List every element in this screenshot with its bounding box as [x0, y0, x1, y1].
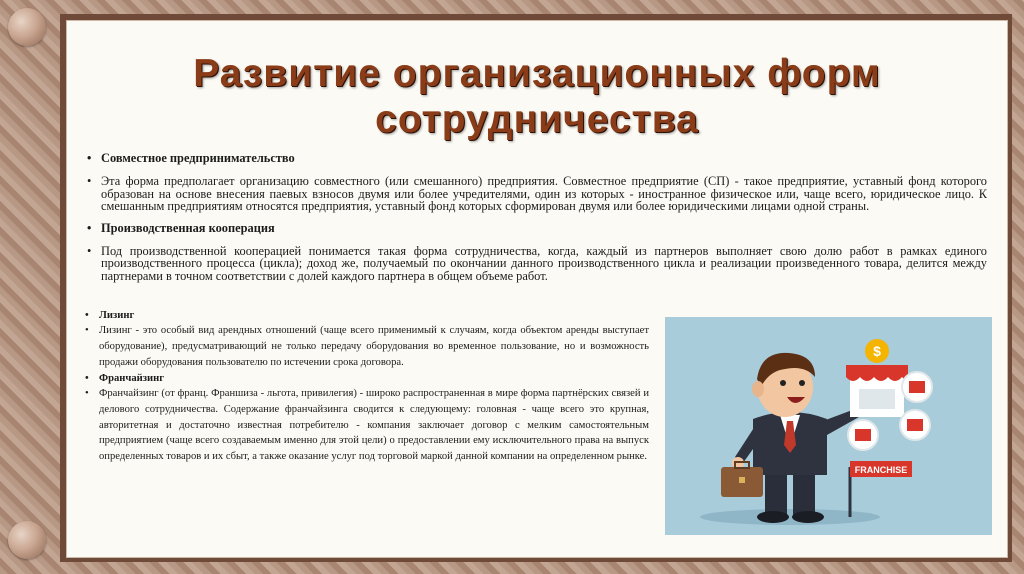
section-heading-franchising: • Франчайзинг	[85, 373, 649, 384]
section-text-cooperation: • Под производственной кооперацией понимается такая форма сотрудничества, когда, каждый из партнеров выполняет свою долю работ в рамках единого производственного процесса (цикла); доход же, получаемый по окончании данного производственного цикла и реализации произведенного товара, делится между партнерами в точном соответствии с долей каждого партнера в общем объеме работ.	[87, 245, 987, 283]
rivet-bottom-left	[8, 521, 46, 559]
store-icon	[846, 365, 908, 417]
coin-symbol: $	[873, 343, 881, 359]
title-line-2: сотрудничества	[375, 98, 699, 141]
title-line-1: Развитие организационных форм	[193, 52, 881, 95]
franchise-illustration	[665, 317, 992, 535]
section-heading-leasing: • Лизинг	[85, 310, 649, 321]
section-text-franchising: • Франчайзинг (от франц. Франшиза - льгота, привилегия) - широко распространенная в мире форма партнёрских связей и делового сотрудничества. Содержание франчайзинга сводится к следующему: головная - чаще всего это крупная, авторитетная и достаточно известная потребителю - компания заключает договор с мелким самостоятельным предприятием (чаще всего создаваемым именно для этой цели) о предоставлении ему исключительного права на выпуск определенных товаров и их сбыт, а также оказание услуг под торговой маркой данной компании на определенном рынке.	[85, 386, 649, 466]
slide-title	[67, 51, 1007, 143]
section-text-joint-venture: • Эта форма предполагает организацию совместного (или смешанного) предприятия. Совместное предприятие (СП) - такое предприятие, уставный фонд которого образован на основе внесения паевых взносов двумя или более учредителями, один из которых - иностранное физическое или, чаще всего, юридическое лицо. К смешанным предприятиям относятся предприятия, уставный фонд которых сформирован двумя или более юридическими лицами одной страны.	[87, 175, 987, 213]
section-text-leasing: • Лизинг - это особый вид арендных отношений (чаще всего применимый к случаям, когда объектом аренды выступает оборудование), предусматривающий не только передачу оборудования во временное пользование, но и возможность продажи оборудования пользователю по истечении срока договора.	[85, 323, 649, 371]
lower-content	[85, 310, 649, 467]
upper-content	[87, 151, 987, 291]
rivet-top-left	[8, 8, 46, 46]
slide	[66, 20, 1008, 558]
section-heading-joint-venture: • Совместное предпринимательство	[87, 151, 987, 166]
section-heading-cooperation: • Производственная кооперация	[87, 221, 987, 236]
franchise-illustration-svg	[665, 317, 992, 535]
franchise-sign-label: FRANCHISE	[854, 465, 908, 475]
